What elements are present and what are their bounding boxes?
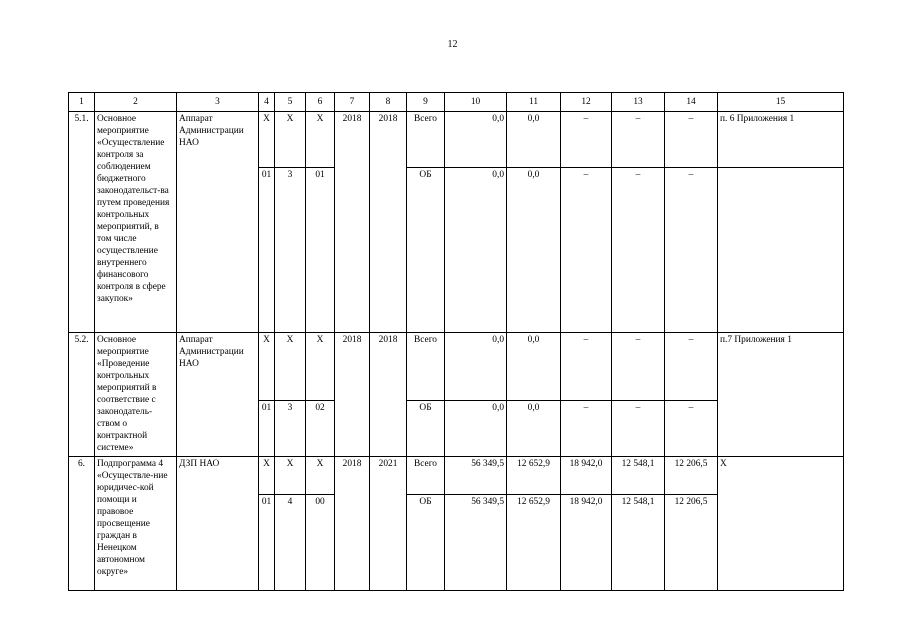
row-executor: Аппарат Администрации НАО: [177, 112, 259, 333]
header-cell: 7: [335, 93, 370, 112]
header-cell: 4: [259, 93, 275, 112]
cell-c4: X: [259, 457, 275, 495]
cell-c4: 01: [259, 495, 275, 591]
table-row: [69, 112, 844, 168]
row-note: п. 6 Приложения 1: [718, 112, 844, 168]
header-cell: 11: [507, 93, 561, 112]
cell-c6: X: [306, 457, 335, 495]
row-note: п.7 Приложения 1: [718, 333, 844, 457]
header-cell: 12: [561, 93, 612, 112]
cell-c5: X: [275, 112, 306, 168]
cell-c13: –: [612, 401, 665, 457]
row-executor: ДЗП НАО: [177, 457, 259, 591]
header-cell: 9: [407, 93, 445, 112]
header-row: [69, 93, 844, 112]
header-cell: 3: [177, 93, 259, 112]
cell-c4: 01: [259, 168, 275, 333]
row-number: 5.1.: [69, 112, 95, 333]
cell-c13: 12 548,1: [612, 495, 665, 591]
cell-c7: 2018: [335, 333, 370, 457]
cell-c14: –: [665, 112, 718, 168]
header-cell: 6: [306, 93, 335, 112]
cell-c9: ОБ: [407, 401, 445, 457]
cell-c9: Всего: [407, 333, 445, 401]
cell-c14: –: [665, 333, 718, 401]
header-cell: 14: [665, 93, 718, 112]
cell-c9: Всего: [407, 112, 445, 168]
cell-c12: –: [561, 168, 612, 333]
cell-c4: X: [259, 333, 275, 401]
cell-c11: 0,0: [507, 112, 561, 168]
cell-c9: ОБ: [407, 495, 445, 591]
cell-c14: –: [665, 401, 718, 457]
cell-c11: 0,0: [507, 168, 561, 333]
program-table: [68, 92, 844, 591]
row-number: 5.2.: [69, 333, 95, 457]
cell-c9: ОБ: [407, 168, 445, 333]
cell-c11: 12 652,9: [507, 495, 561, 591]
cell-c8: 2018: [370, 333, 407, 457]
header-cell: 15: [718, 93, 844, 112]
row-executor: Аппарат Администрации НАО: [177, 333, 259, 457]
cell-c14: –: [665, 168, 718, 333]
cell-c12: –: [561, 112, 612, 168]
cell-c10: 0,0: [445, 401, 507, 457]
cell-c8: 2018: [370, 112, 407, 333]
header-cell: 5: [275, 93, 306, 112]
cell-c13: –: [612, 112, 665, 168]
cell-c13: –: [612, 168, 665, 333]
cell-c10: 56 349,5: [445, 457, 507, 495]
cell-c11: 12 652,9: [507, 457, 561, 495]
row-note: X: [718, 457, 844, 591]
cell-c12: 18 942,0: [561, 495, 612, 591]
cell-c6: 02: [306, 401, 335, 457]
cell-c11: 0,0: [507, 333, 561, 401]
cell-c11: 0,0: [507, 401, 561, 457]
cell-c9: Всего: [407, 457, 445, 495]
cell-c8: 2021: [370, 457, 407, 591]
row-name: Основное мероприятие «Проведение контрольных мероприятий в соответствие с законодатель-ством о контрактной системе»: [95, 333, 177, 457]
cell-c10: 56 349,5: [445, 495, 507, 591]
row-number: 6.: [69, 457, 95, 591]
table-row: [69, 333, 844, 401]
row-name: Основное мероприятие «Осуществление контроля за соблюдением бюджетного законодательст-ва путем проведения контрольных мероприятий, в том числе осуществление внутреннего финансового контроля в сфере закупок»: [95, 112, 177, 333]
cell-c10: 0,0: [445, 333, 507, 401]
cell-c5: X: [275, 457, 306, 495]
cell-c14: 12 206,5: [665, 457, 718, 495]
cell-c13: –: [612, 333, 665, 401]
cell-c5: X: [275, 333, 306, 401]
cell-c12: 18 942,0: [561, 457, 612, 495]
cell-c6: X: [306, 333, 335, 401]
header-cell: 1: [69, 93, 95, 112]
cell-c5: 3: [275, 168, 306, 333]
cell-c13: 12 548,1: [612, 457, 665, 495]
cell-c12: –: [561, 333, 612, 401]
empty-note-cell: [718, 168, 844, 333]
cell-c6: X: [306, 112, 335, 168]
header-cell: 2: [95, 93, 177, 112]
cell-c5: 4: [275, 495, 306, 591]
cell-c6: 01: [306, 168, 335, 333]
header-cell: 13: [612, 93, 665, 112]
cell-c5: 3: [275, 401, 306, 457]
row-name: Подпрограмма 4 «Осуществле-ние юридичес-кой помощи и правовое просвещение граждан в Ненецком автономном округе»: [95, 457, 177, 591]
cell-c6: 00: [306, 495, 335, 591]
cell-c4: 01: [259, 401, 275, 457]
cell-c10: 0,0: [445, 168, 507, 333]
cell-c7: 2018: [335, 457, 370, 591]
cell-c14: 12 206,5: [665, 495, 718, 591]
cell-c4: X: [259, 112, 275, 168]
table-row: [69, 457, 844, 495]
cell-c7: 2018: [335, 112, 370, 333]
header-cell: 8: [370, 93, 407, 112]
cell-c12: –: [561, 401, 612, 457]
header-cell: 10: [445, 93, 507, 112]
cell-c10: 0,0: [445, 112, 507, 168]
page-number: 12: [447, 39, 458, 50]
